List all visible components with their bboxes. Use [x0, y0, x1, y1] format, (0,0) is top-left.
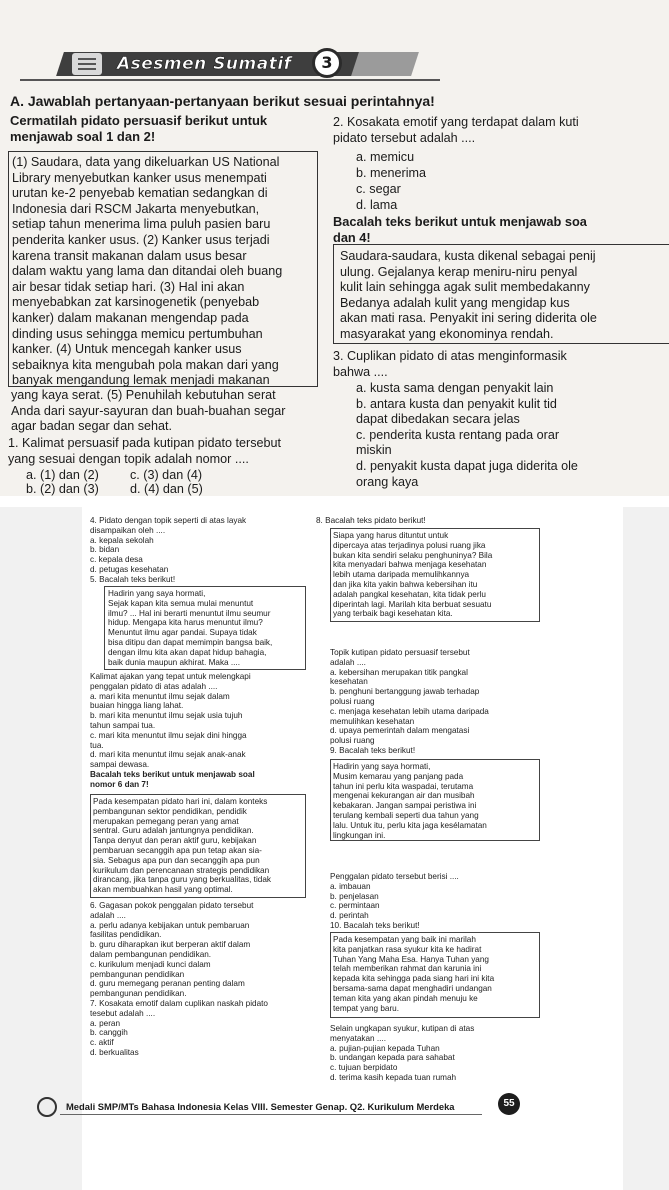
question-stem-line: yang sesuai dengan topik adalah nomor ....: [8, 451, 249, 466]
text-line: tua.: [90, 740, 104, 750]
passage-line: dinding usus sehingga memicu pertumbuhan: [12, 326, 263, 341]
text-line: dipercaya atas terjadinya polusi ruang jika: [333, 540, 486, 550]
passage-line: sebaiknya kita mengubah pola makan dari yang: [12, 357, 279, 372]
q3-options: [356, 381, 578, 490]
text-line: tahun sampai tua.: [90, 720, 156, 730]
q6-option-b[interactable]: b. guru diharapkan ikut berperan aktif dalam: [90, 940, 251, 950]
question-stem-line: bahwa ....: [333, 364, 388, 379]
question-9-stem: 9. Bacalah teks berikut!: [330, 745, 416, 755]
passage-box: [8, 151, 318, 387]
text-line: Topik kutipan pidato persuasif tersebut: [330, 648, 470, 657]
banner-rule: [20, 79, 440, 81]
text-line: buaian hingga liang lahat.: [90, 701, 184, 711]
text-line: ilmu? ... Hal ini berarti menuntut ilmu seumur: [108, 608, 271, 618]
q1-option-c[interactable]: c. (3) dan (4): [130, 468, 203, 482]
question-10-body: [330, 1024, 474, 1083]
q8-passage-text: [333, 531, 492, 619]
q7-option-b[interactable]: b. canggih: [90, 1028, 128, 1038]
text-line: Tanpa denyut dan peran aktif guru, kebijakan: [93, 836, 257, 846]
text-line: penggalan pidato di atas adalah ....: [90, 681, 218, 691]
question-1: [8, 436, 281, 467]
text-line: Hadirin yang saya hormati,: [333, 762, 431, 771]
q4-option-b[interactable]: b. bidan: [90, 545, 120, 555]
text-line: menyatakan ....: [330, 1033, 386, 1043]
q2-option-d[interactable]: d. lama: [356, 198, 398, 212]
question-2: [333, 115, 579, 146]
passage-line: kanker) dalam makanan mengendap pada: [12, 310, 249, 325]
text-line: polusi ruang: [330, 696, 375, 706]
instruction-line: menjawab soal 1 dan 2!: [10, 129, 156, 144]
text-line: akan membuahkan hasil yang optimal.: [93, 885, 233, 895]
question-stem-line: pidato tersebut adalah ....: [333, 130, 476, 145]
q5-option-d[interactable]: d. mari kita menuntut ilmu sejak anak-anak: [90, 750, 246, 760]
passage-line: Anda dari sayur-sayuran dan buah-buahan segar: [11, 403, 286, 418]
passage-line: dalam waktu yang lama dan ditandai oleh buang: [12, 264, 283, 279]
q10-option-b[interactable]: b. undangan kepada para sahabat: [330, 1053, 455, 1063]
margin-right: [623, 507, 669, 1190]
margin-left: [0, 507, 82, 1190]
q7-option-d[interactable]: d. berkualitas: [90, 1047, 139, 1057]
q9-option-c[interactable]: c. permintaan: [330, 901, 380, 911]
text-line: disampaikan oleh ....: [90, 525, 166, 535]
passage-line: karena transit makanan dalam usus besar: [12, 248, 247, 263]
publisher-logo-icon: [37, 1097, 57, 1117]
q3-option-a[interactable]: a. kusta sama dengan penyakit lain: [356, 381, 554, 395]
q4-option-d[interactable]: d. petugas kesehatan: [90, 564, 169, 574]
q6-instruction-2: nomor 6 dan 7!: [90, 779, 149, 789]
question-7-stem: 7. Kosakata emotif dalam cuplikan naskah pidato: [90, 998, 268, 1008]
text-line: fasilitas pendidikan.: [90, 930, 162, 940]
q2-option-c[interactable]: c. segar: [356, 182, 401, 196]
q6-option-a[interactable]: a. perlu adanya kebijakan untuk pembaruan: [90, 920, 250, 930]
passage-line: kulit lain sehingga agak sulit membedakanny: [340, 280, 590, 295]
passage-text: [12, 155, 282, 389]
q9-option-d[interactable]: d. perintah: [330, 911, 369, 921]
text-line: bisa ditipu dan dapat memimpin bangsa baik,: [108, 637, 273, 647]
q8-option-a[interactable]: a. kebersihan merupakan titik pangkal: [330, 667, 468, 677]
q2-option-b[interactable]: b. menerima: [356, 166, 426, 180]
q8-option-b[interactable]: b. penghuni bertanggung jawab terhadap: [330, 687, 480, 697]
text-line: Pada kesempatan pidato hari ini, dalam konteks: [93, 797, 268, 806]
text-line: Hadirin yang saya hormati,: [108, 589, 206, 598]
passage-line: Indonesia dari RSCM Jakarta menyebutkan,: [12, 201, 260, 216]
q6-option-d[interactable]: d. guru memegang peranan penting dalam: [90, 979, 245, 989]
text-line: telah memberikan rahmat dan karunia ini: [333, 964, 482, 974]
q9-option-b[interactable]: b. penjelasan: [330, 891, 379, 901]
q3-passage-text: [340, 249, 597, 343]
q8-option-d[interactable]: d. upaya pemerintah dalam mengatasi: [330, 726, 470, 736]
q9-passage-text: [333, 762, 487, 840]
page-number: 55: [498, 1093, 520, 1115]
text-line: merupakan pemegang peran yang amat: [93, 816, 239, 826]
question-stem-line: 2. Kosakata emotif yang terdapat dalam kuti: [333, 115, 579, 129]
passage-line: urutan ke-2 penyebab kematian sedangkan di: [12, 186, 268, 201]
q4-option-a[interactable]: a. kepala sekolah: [90, 535, 154, 545]
passage-line: masyarakat yang ekonominya rendah.: [340, 326, 554, 341]
text-line: mengenai kekurangan air dan musibah: [333, 791, 475, 801]
banner-number: 3: [312, 48, 342, 78]
passage-line: akan mati rasa. Penyakit ini sering diderita ole: [340, 311, 597, 326]
text-line: Musim kemarau yang panjang pada: [333, 771, 464, 781]
text-line: tahun ini perlu kita waspadai, terutama: [333, 781, 474, 791]
text-line: lalu. Untuk itu, perlu kita jaga kesélamatan: [333, 820, 487, 830]
q5-passage-text: [108, 589, 272, 667]
q3-instruction: Bacalah teks berikut untuk menjawab soa: [333, 214, 587, 229]
text-line: memulihkan kesehatan: [330, 716, 415, 726]
passage-line: Saudara-saudara, kusta dikenal sebagai penij: [340, 249, 596, 263]
text-line: teman kita yang akan pindah menuju ke: [333, 993, 478, 1003]
text-line: terulang kembali seperti dua tahun yang: [333, 810, 479, 820]
section-heading: A. Jawablah pertanyaan-pertanyaan berikut sesuai perintahnya!: [10, 93, 435, 109]
question-6-stem: 6. Gagasan pokok penggalan pidato tersebut: [90, 901, 254, 910]
q1-option-a[interactable]: a. (1) dan (2): [26, 468, 99, 482]
q3-option-b[interactable]: b. antara kusta dan penyakit kulit tid: [356, 396, 557, 411]
book-icon: [72, 53, 102, 75]
question-8-body: [330, 648, 489, 756]
text-line: Sejak kapan kita semua mulai menuntut: [108, 598, 254, 608]
passage-line: yang kaya serat. (5) Penuhilah kebutuhan serat: [11, 388, 276, 402]
text-line: Pada kesempatan yang baik ini marilah: [333, 935, 476, 944]
passage-line: agar badan segar dan sehat.: [11, 419, 173, 433]
text-line: pembangunan sektor pendidikan, pendidik: [93, 806, 247, 816]
text-line: adalah pangkal kesehatan, kita tidak perlu: [333, 589, 486, 599]
passage-line: kanker. (4) Untuk mencegah kanker usus: [12, 342, 242, 357]
questions-6-7: [90, 901, 268, 1058]
text-line: lingkungan ini.: [333, 830, 386, 840]
footer-text: Medali SMP/MTs Bahasa Indonesia Kelas VIII. Semester Genap. Q2. Kurikulum Merdeka: [66, 1101, 455, 1112]
banner-bar-light: [351, 52, 419, 76]
passage-line: setiap tahun menerima lima puluh pasien baru: [12, 217, 271, 232]
q3-option-c[interactable]: c. penderita kusta rentang pada orar: [356, 427, 560, 442]
top-page: [0, 0, 669, 496]
text-line: tempat yang baru.: [333, 1003, 399, 1013]
text-line: pembaruan secanggih apa pun tetap akan sia-: [93, 845, 262, 855]
text-line: Selain ungkapan syukur, kutipan di atas: [330, 1024, 475, 1033]
passage-line: (1) Saudara, data yang dikeluarkan US National: [12, 155, 280, 169]
q7-option-c[interactable]: c. aktif: [90, 1038, 114, 1048]
passage-line: banyak mengandung lemak menjadi makanan: [12, 373, 270, 388]
text-line: kita menyadari bahwa menjaga kesehatan: [333, 560, 487, 570]
text-line: kepada kita sehingga pada siang hari ini kita: [333, 974, 495, 984]
q3-option-b-cont: dapat dibedakan secara jelas: [356, 412, 520, 427]
text-line: kebakaran. Jangan sampai peristiwa ini: [333, 801, 477, 811]
text-line: pembangunan pendidikan: [90, 969, 185, 979]
q8-option-c[interactable]: c. menjaga kesehatan lebih utama daripada: [330, 706, 489, 716]
passage-line: menyebabkan zat karsinogenetik (penyebab: [12, 295, 260, 310]
text-line: lebih utama daripada memulihkannya: [333, 570, 470, 580]
q6-option-c[interactable]: c. kurikulum menjadi kunci dalam: [90, 959, 211, 969]
text-line: kesehatan: [330, 677, 368, 687]
text-line: sampai dewasa.: [90, 760, 150, 770]
text-line: dirancang, jika tanpa guru yang berkualitas, tidak: [93, 875, 271, 885]
text-line: 4. Pidato dengan topik seperti di atas layak: [90, 516, 247, 525]
text-line: Kalimat ajakan yang tepat untuk melengkapi: [90, 672, 251, 681]
text-line: adalah ....: [90, 910, 126, 920]
text-line: tesebut adalah ....: [90, 1008, 156, 1018]
passage-text-continued: [11, 388, 285, 419]
question-4: [90, 516, 246, 585]
q9-option-a[interactable]: a. imbauan: [330, 881, 371, 891]
q3-instruction-2: dan 4!: [333, 230, 371, 245]
footer-rule: [60, 1114, 482, 1115]
q10-option-d[interactable]: d. terima kasih kepada tuan rumah: [330, 1072, 457, 1082]
text-line: sia. Sebagus apa pun dan secanggih apa pun: [93, 855, 260, 865]
question-9-body: [330, 872, 459, 931]
text-line: kita panjatkan rasa syukur kita ke hadirat: [333, 944, 482, 954]
q6-passage-text: [93, 797, 271, 895]
q3-option-c-cont: miskin: [356, 443, 392, 458]
q3-option-d[interactable]: d. penyakit kusta dapat juga diderita ole: [356, 458, 578, 473]
text-line: baik dunia maupun akhirat. Maka ....: [108, 657, 240, 667]
text-line: dan jika kita yakin bahwa kebersihan itu: [333, 579, 478, 589]
question-5-body: [90, 672, 255, 790]
q5-option-b[interactable]: b. mari kita menuntut ilmu sejak usia tujuh: [90, 711, 243, 721]
passage-line: Library menyebutkan kanker usus menempati: [12, 170, 267, 185]
banner-title: Asesmen Sumatif: [117, 54, 292, 74]
text-line: pembangunan pendidikan.: [90, 989, 187, 999]
text-line: Menuntut ilmu agar pandai. Supaya tidak: [108, 628, 257, 638]
q10-passage-text: [333, 935, 494, 1013]
question-3: [333, 349, 567, 380]
passage-line: ulung. Gejalanya kerap meniru-niru penyal: [340, 264, 578, 279]
passage-line: Bedanya adalah kulit yang mengidap kus: [340, 295, 570, 310]
text-line: Tuhan Yang Maha Esa. Hanya Tuhan yang: [333, 954, 489, 964]
text-line: hidup. Mengapa kita harus menuntut ilmu?: [108, 618, 263, 628]
q6-instruction: Bacalah teks berikut untuk menjawab soal: [90, 769, 255, 779]
q5-option-c[interactable]: c. mari kita menuntut ilmu sejak dini hingga: [90, 730, 247, 740]
q7-option-a[interactable]: a. peran: [90, 1018, 121, 1028]
text-line: bersama-sama dapat menghadiri undangan: [333, 983, 492, 993]
question-stem-line: 1. Kalimat persuasif pada kutipan pidato tersebut: [8, 436, 282, 450]
instruction-line: Cermatilah pidato persuasif berikut untuk: [10, 113, 268, 128]
text-line: dengan ilmu kita akan dapat hidup bahagia,: [108, 647, 267, 657]
text-line: polusi ruang: [330, 736, 375, 746]
question-10-stem: 10. Bacalah teks berikut!: [330, 920, 420, 930]
q10-option-a[interactable]: a. pujian-pujian kepada Tuhan: [330, 1043, 440, 1053]
q4-option-c[interactable]: c. kepala desa: [90, 555, 143, 565]
header-banner: [20, 44, 669, 86]
text-line: Siapa yang harus dituntut untuk: [333, 531, 449, 540]
text-line: yang terbaik bagi kesehatan kita.: [333, 609, 453, 619]
passage-line: air besar tidak setiap hari. (3) Hal ini akan: [12, 279, 245, 294]
passage-line: penderita kanker usus. (2) Kanker usus terjadi: [12, 232, 270, 247]
text-line: sentral. Guru adalah jantungnya pendidikan.: [93, 826, 254, 836]
text-line: kurikulum dan perencanaan strategis pendidikan: [93, 865, 270, 875]
q1-option-d[interactable]: d. (4) dan (5): [130, 482, 203, 496]
q2-option-a[interactable]: a. memicu: [356, 150, 415, 164]
q5-option-a[interactable]: a. mari kita menuntut ilmu sejak dalam: [90, 691, 230, 701]
question-stem-line: 3. Cuplikan pidato di atas menginformasik: [333, 349, 567, 363]
question-8-stem: 8. Bacalah teks pidato berikut!: [316, 516, 426, 525]
q1-option-b[interactable]: b. (2) dan (3): [26, 482, 99, 496]
text-line: dalam pembangunan pendidikan.: [90, 949, 212, 959]
text-line: bukan kita sendiri selaku penghuninya? Bila: [333, 550, 493, 560]
text-line: Penggalan pidato tersebut berisi ....: [330, 872, 459, 881]
passage-instruction: [10, 113, 267, 145]
text-line: adalah ....: [330, 657, 366, 667]
text-line: diperintah lagi. Marilah kita berbuat sesuatu: [333, 599, 492, 609]
q10-option-c[interactable]: c. tujuan berpidato: [330, 1063, 398, 1073]
q3-passage-box: [333, 244, 669, 344]
question-5-stem: 5. Bacalah teks berikut!: [90, 574, 176, 584]
q3-option-d-cont: orang kaya: [356, 474, 419, 489]
